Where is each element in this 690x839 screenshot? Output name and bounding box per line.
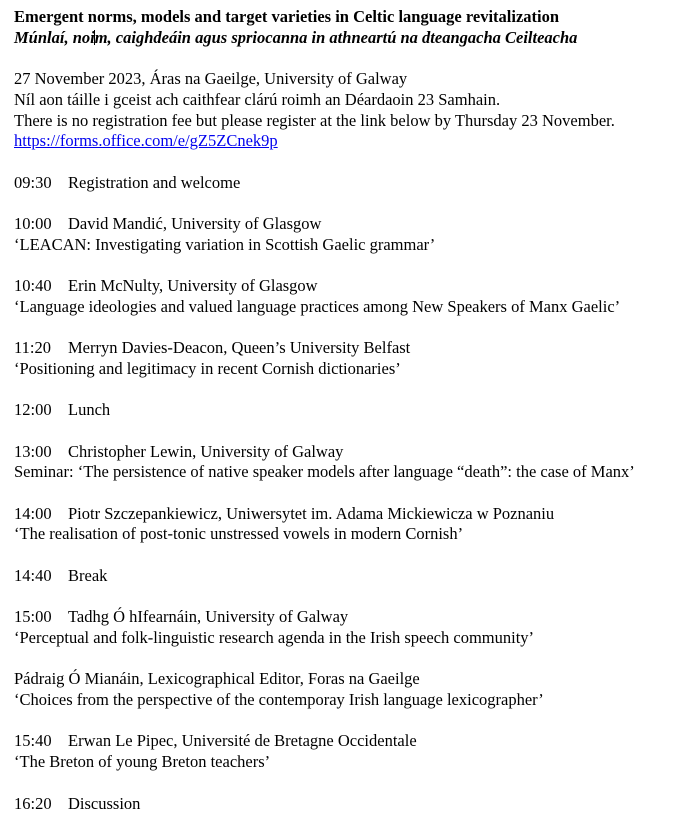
schedule-talk: ‘Choices from the perspective of the contemporay Irish language lexicographer’ — [14, 690, 544, 710]
schedule-speaker: Pádraig Ó Mianáin, Lexicographical Editor, Foras na Gaeilge — [14, 669, 420, 689]
schedule-item — [14, 607, 688, 628]
schedule-speaker: Erin McNulty, University of Glasgow — [68, 276, 318, 296]
schedule-item — [14, 400, 688, 421]
schedule-item — [14, 504, 688, 525]
schedule-speaker: Tadhg Ó hIfearnáin, University of Galway — [68, 607, 349, 627]
schedule-time: 12:00 — [14, 400, 52, 420]
schedule-item — [14, 338, 688, 359]
schedule-talk: ‘The realisation of post-tonic unstressed vowels in modern Cornish’ — [14, 524, 464, 544]
event-title: Emergent norms, models and target varieties in Celtic language revitalization — [14, 7, 560, 26]
schedule-time: 11:20 — [14, 338, 51, 358]
schedule-time: 09:30 — [14, 172, 52, 192]
schedule-item — [14, 442, 688, 463]
schedule-speaker: Break — [68, 565, 108, 585]
date-venue: 27 November 2023, Áras na Gaeilge, University of Galway — [14, 69, 408, 89]
event-subtitle — [14, 28, 688, 49]
schedule-time: 10:00 — [14, 213, 52, 233]
schedule-talk: Seminar: ‘The persistence of native speaker models after language “death”: the case of Manx’ — [14, 462, 635, 482]
schedule-time: 16:20 — [14, 793, 52, 813]
schedule-item — [14, 276, 688, 297]
event-subtitle-part-1: Múnlaí, noi — [14, 27, 95, 47]
schedule-item — [14, 173, 688, 194]
registration-note-english: There is no registration fee but please register at the link below by Thursday 23 November. — [14, 110, 615, 130]
schedule-speaker: Registration and welcome — [68, 172, 241, 192]
schedule-time: 10:40 — [14, 276, 52, 296]
event-subtitle-part-2: m, caighdeáin agus spriocanna in athneartú na dteangacha Ceilteacha — [94, 27, 578, 47]
schedule-speaker: Lunch — [68, 400, 111, 420]
schedule-speaker: Discussion — [68, 793, 141, 813]
schedule-talk: ‘The Breton of young Breton teachers’ — [14, 752, 271, 772]
schedule-time: 15:00 — [14, 607, 52, 627]
schedule-time: 13:00 — [14, 441, 52, 461]
schedule-speaker: Merryn Davies-Deacon, Queen’s University Belfast — [68, 338, 411, 358]
schedule-time: 14:00 — [14, 503, 52, 523]
registration-link[interactable]: https://forms.office.com/e/gZ5ZCnek9p — [14, 131, 278, 151]
schedule-talk: ‘Positioning and legitimacy in recent Cornish dictionaries’ — [14, 358, 401, 378]
schedule-speaker: Piotr Szczepankiewicz, Uniwersytet im. Adama Mickiewicza w Poznaniu — [68, 503, 555, 523]
document-page — [14, 7, 688, 814]
schedule-speaker: David Mandić, University of Glasgow — [68, 213, 322, 233]
registration-note-irish: Níl aon táille i gceist ach caithfear clárú roimh an Déardaoin 23 Samhain. — [14, 89, 501, 109]
schedule-talk: ‘Perceptual and folk-linguistic research agenda in the Irish speech community’ — [14, 627, 535, 647]
schedule-speaker: Christopher Lewin, University of Galway — [68, 441, 344, 461]
schedule-item — [14, 731, 688, 752]
schedule-item — [14, 214, 688, 235]
schedule-time: 15:40 — [14, 731, 52, 751]
schedule-talk: ‘LEACAN: Investigating variation in Scottish Gaelic grammar’ — [14, 234, 436, 254]
schedule-speaker: Erwan Le Pipec, Université de Bretagne Occidentale — [68, 731, 417, 751]
schedule-time: 14:40 — [14, 565, 52, 585]
schedule-talk: ‘Language ideologies and valued language practices among New Speakers of Manx Gaelic’ — [14, 296, 621, 316]
schedule-item — [14, 794, 688, 815]
schedule-item — [14, 566, 688, 587]
